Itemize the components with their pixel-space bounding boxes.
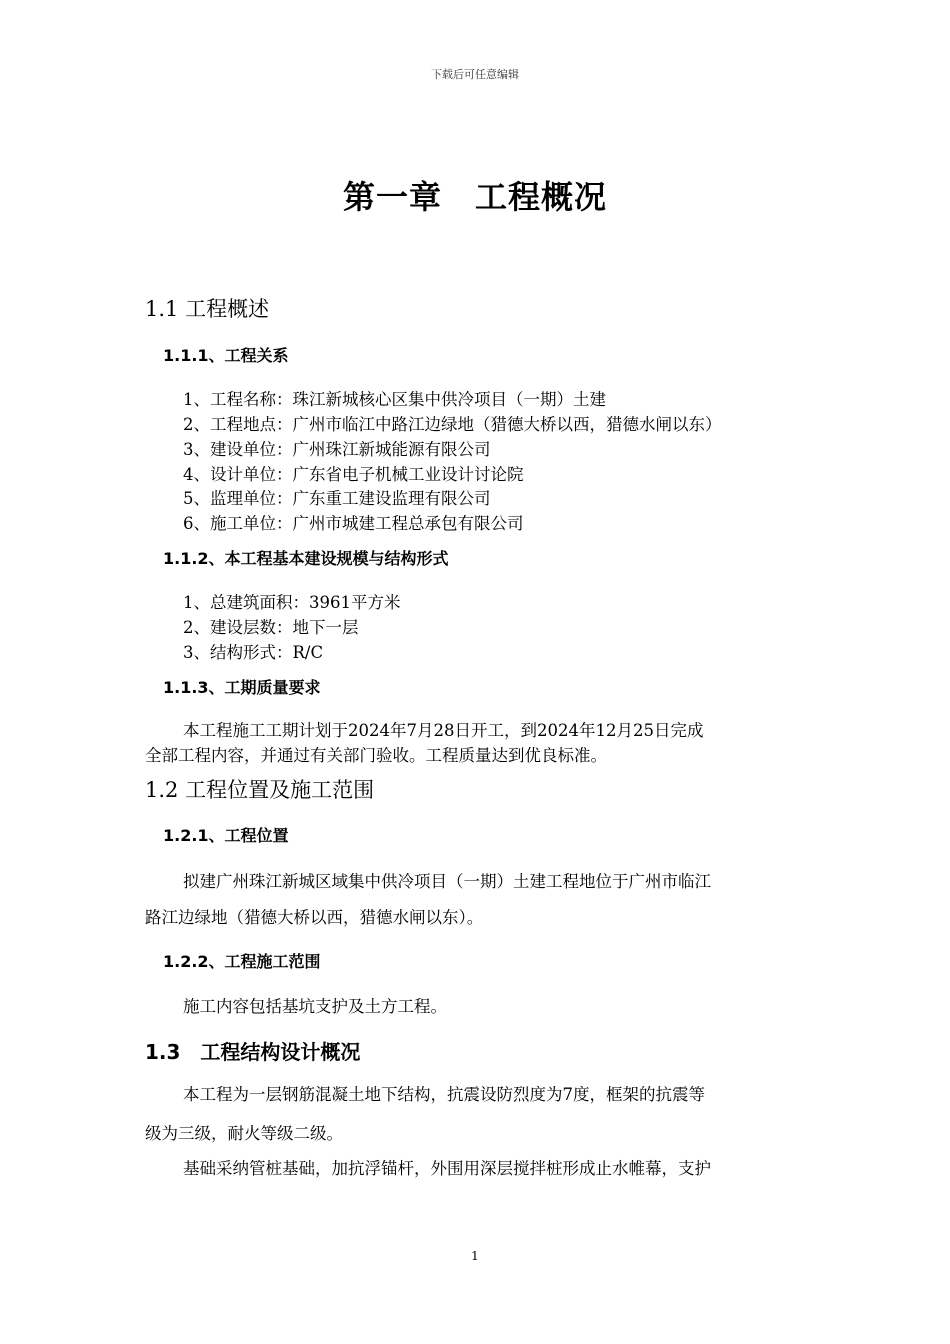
paragraph-line: 基础采纳管桩基础，加抗浮锚杆，外围用深层搅拌桩形成止水帷幕，支护 xyxy=(183,1159,711,1178)
list-item: 1、总建筑面积：3961平方米 xyxy=(183,593,401,612)
list-item: 6、施工单位：广州市城建工程总承包有限公司 xyxy=(183,514,524,533)
subsection-heading-1-2-2: 1.2.2、工程施工范围 xyxy=(163,952,321,971)
section-heading-1-3: 1.3 工程结构设计概况 xyxy=(145,1040,361,1064)
list-item: 3、结构形式：R/C xyxy=(183,643,324,662)
paragraph-line: 拟建广州珠江新城区域集中供冷项目（一期）土建工程地位于广州市临江 xyxy=(183,872,711,891)
subsection-heading-1-1-2: 1.1.2、本工程基本建设规模与结构形式 xyxy=(163,549,449,568)
subsection-heading-1-1-1: 1.1.1、工程关系 xyxy=(163,346,289,365)
section-heading-1-2: 1.2 工程位置及施工范围 xyxy=(145,778,375,802)
list-item: 1、工程名称：珠江新城核心区集中供冷项目（一期）土建 xyxy=(183,390,606,409)
list-item: 4、设计单位：广东省电子机械工业设计讨论院 xyxy=(183,465,524,484)
paragraph-line: 路江边绿地（猎德大桥以西，猎德水闸以东）。 xyxy=(145,908,484,927)
list-item: 5、监理单位：广东重工建设监理有限公司 xyxy=(183,489,491,508)
page-number: 1 xyxy=(471,1249,479,1263)
chapter-title: 第一章 工程概况 xyxy=(342,178,607,216)
paragraph-line: 施工内容包括基坑支护及土方工程。 xyxy=(183,997,447,1016)
paragraph-line: 级为三级，耐火等级二级。 xyxy=(145,1124,343,1143)
paragraph-line: 全部工程内容，并通过有关部门验收。工程质量达到优良标准。 xyxy=(145,746,607,765)
list-item: 2、建设层数：地下一层 xyxy=(183,618,359,637)
section-heading-1-1: 1.1 工程概述 xyxy=(145,297,270,321)
subsection-heading-1-2-1: 1.2.1、工程位置 xyxy=(163,826,289,845)
list-item: 2、工程地点：广州市临江中路江边绿地（猎德大桥以西，猎德水闸以东） xyxy=(183,415,722,434)
subsection-heading-1-1-3: 1.1.3、工期质量要求 xyxy=(163,678,321,697)
list-item: 3、建设单位：广州珠江新城能源有限公司 xyxy=(183,440,491,459)
paragraph-line: 本工程为一层钢筋混凝土地下结构，抗震设防烈度为7度，框架的抗震等 xyxy=(183,1085,705,1104)
header-note: 下载后可任意编辑 xyxy=(431,68,519,81)
paragraph-line: 本工程施工工期计划于2024年7月28日开工，到2024年12月25日完成 xyxy=(183,721,704,740)
